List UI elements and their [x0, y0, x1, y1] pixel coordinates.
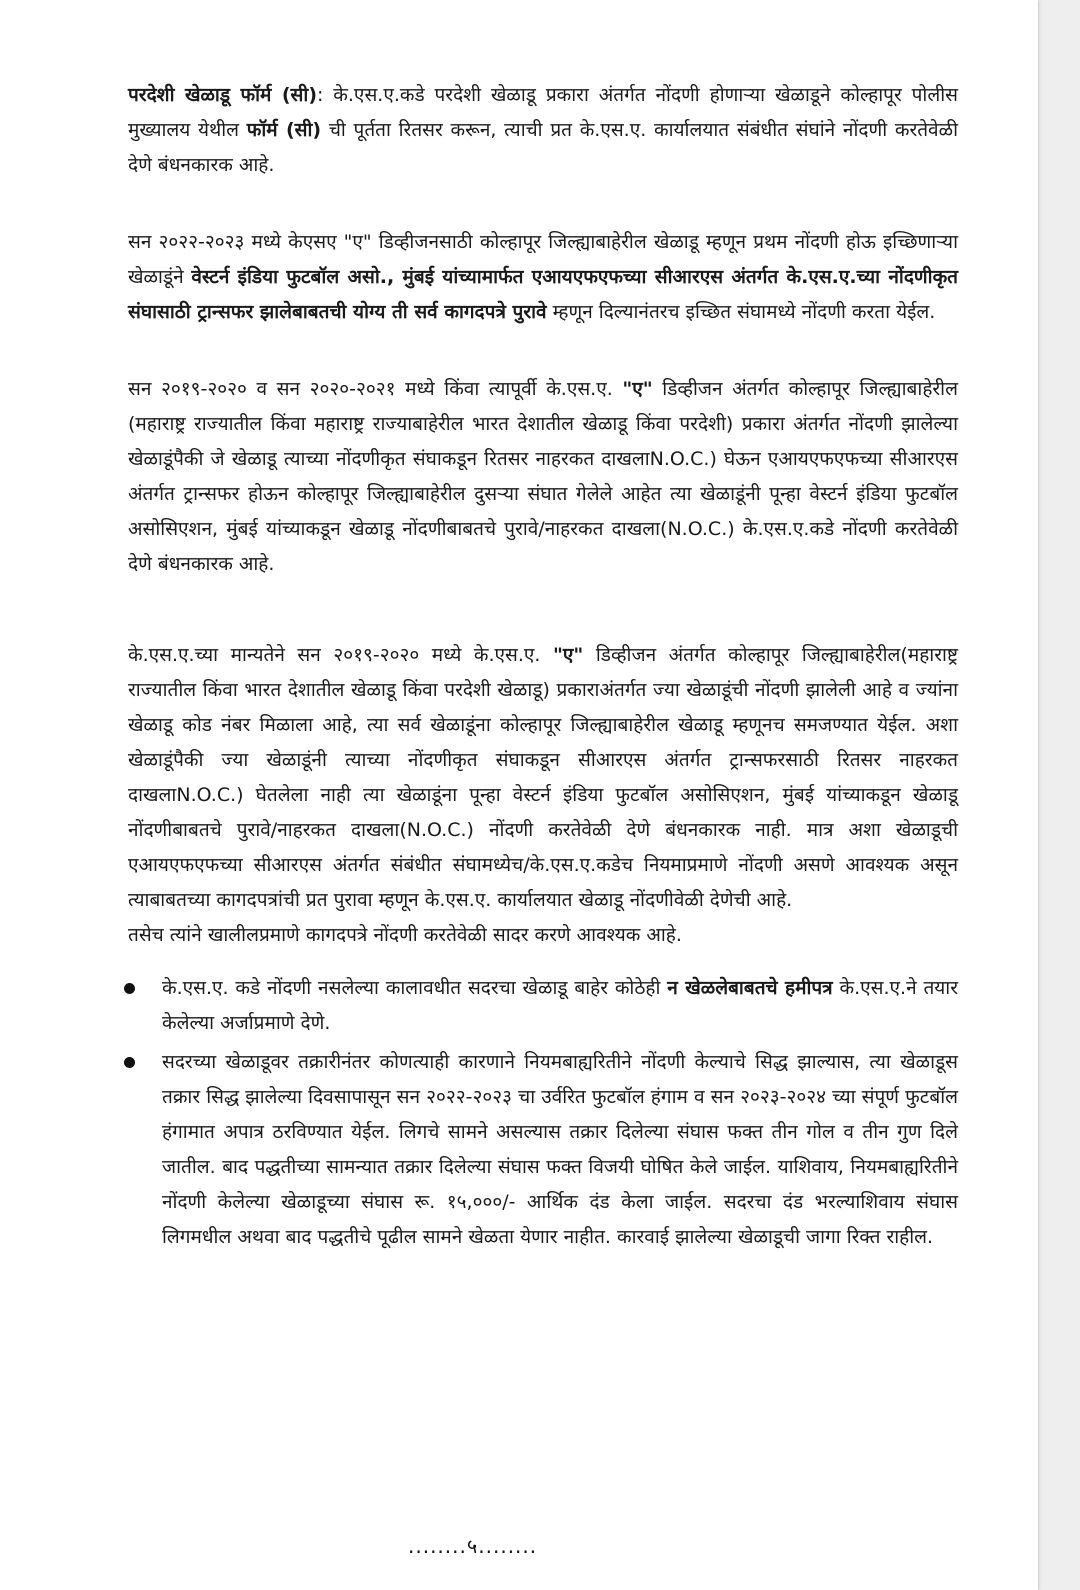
- bold-text: "ए": [622, 378, 653, 400]
- paragraph-text: डिव्हीजन अंतर्गत कोल्हापूर जिल्ह्याबाहेरील (महाराष्ट्र राज्यातील किंवा महाराष्ट्र राज्याबाहेरील भारत देशातील खेळाडू किंवा परदेशी) प्रकारा अंतर्गत नोंदणी झालेल्या खेळाडूंपैकी जे खेळाडू त्याच्या नोंदणीकृत संघाकडून रितसर नाहरकत दाखलाN.O.C.) घेऊन एआयएफएफच्या सीआरएस अंतर्गत ट्रान्सफर होऊन कोल्हापूर जिल्ह्याबाहेरील दुसऱ्या संघात गेलेले आहेत त्या खेळाडूंनी पून्हा वेस्टर्न इंडिया फुटबॉल असोसिएशन, मुंबई यांच्याकडून खेळाडू नोंदणीबाबतचे पुरावे/नाहरकत दाखला(N.O.C.) के.एस.ए.कडे नोंदणी करतेवेळी देणे बंधनकारक आहे.: [128, 378, 958, 575]
- document-body: [128, 78, 958, 1259]
- paragraph-text: : के.एस.ए.कडे परदेशी खेळाडू प्रकारा अंतर्गत नोंदणी होणाऱ्या खेळाडूने कोल्हापूर पोलीस मुख्यालय येथील: [128, 84, 958, 141]
- list-item: [128, 1045, 958, 1255]
- page-number: ........५........: [408, 1534, 538, 1558]
- list-item-text: के.एस.ए.ने तयार केलेल्या अर्जाप्रमाणे देणे.: [162, 977, 958, 1034]
- requirements-list: [128, 971, 958, 1255]
- paragraph-text: ची पूर्तता रितसर करून, त्याची प्रत के.एस.ए. कार्यालयात संबंधीत संघांने नोंदणी करतेवेळी देणे बंधनकारक आहे.: [128, 119, 958, 176]
- paragraph-text: सन २०२२-२०२३ मध्ये केएसए "ए" डिव्हीजनसाठी कोल्हापूर जिल्ह्याबाहेरील खेळाडू म्हणून प्रथम नोंदणी होऊ इच्छिणाऱ्या खेळाडूंने: [128, 231, 958, 288]
- paragraph-approved-registration: [128, 638, 958, 918]
- paragraph-foreign-player-form: [128, 78, 958, 183]
- bold-text: फॉर्म (सी): [246, 119, 322, 141]
- paragraph-previous-seasons: [128, 372, 958, 582]
- bold-text: न खेळलेबाबतचे हमीपत्र: [667, 977, 833, 999]
- paragraph-text: म्हणून दिल्यानंतरच इच्छित संघामध्ये नोंदणी करता येईल.: [546, 301, 936, 323]
- paragraph-text: के.एस.ए.च्या मान्यतेने सन २०१९-२०२० मध्ये के.एस.ए.: [128, 644, 554, 666]
- list-item: [128, 971, 958, 1041]
- paragraph-text: डिव्हीजन अंतर्गत कोल्हापूर जिल्ह्याबाहेरील(महाराष्ट्र राज्यातील किंवा भारत देशातील खेळाडू किंवा परदेशी खेळाडू) प्रकाराअंतर्गत ज्या खेळाडूंची नोंदणी झालेली आहे व ज्यांना खेळाडू कोड नंबर मिळाला आहे, त्या सर्व खेळाडूंना कोल्हापूर जिल्ह्याबाहेरील खेळाडू म्हणूनच समजण्यात येईल. अशा खेळाडूंपैकी ज्या खेळाडूंनी त्याच्या नोंदणीकृत संघाकडून सीआरएस अंतर्गत ट्रान्सफरसाठी रितसर नाहरकत दाखलाN.O.C.) घेतलेला नाही त्या खेळाडूंना पून्हा वेस्टर्न इंडिया फुटबॉल असोसिएशन, मुंबई यांच्याकडून खेळाडू नोंदणीबाबतचे पुरावे/नाहरकत दाखला(N.O.C.) नोंदणी करतेवेळी देणे बंधनकारक नाही. मात्र अशा खेळाडूची एआयएफएफच्या सीआरएस अंतर्गत संबंधीत संघामध्येच/के.एस.ए.कडेच नियमाप्रमाणे नोंदणी असणे आवश्यक असून त्याबाबतच्या कागदपत्रांची प्रत पुरावा म्हणून के.एस.ए. कार्यालयात खेळाडू नोंदणीवेळी देणेची आहे.: [128, 644, 959, 911]
- bold-text: वेस्टर्न इंडिया फुटबॉल असो., मुंबई यांच्यामार्फत एआयएफएफच्या सीआरएस अंतर्गत के.एस.ए.च्या नोंदणीकृत संघासाठी ट्रान्सफर झालेबाबतची योग्य ती सर्व कागदपत्रे पुरावे: [128, 266, 958, 323]
- bold-heading: परदेशी खेळाडू फॉर्म (सी): [128, 84, 318, 106]
- list-item-text: सदरच्या खेळाडूवर तक्रारीनंतर कोणत्याही कारणाने नियमबाह्यरितीने नोंदणी केल्याचे सिद्ध झाल्यास, त्या खेळाडूस तक्रार सिद्ध झालेल्या दिवसापासून सन २०२२-२०२३ चा उर्वरित फुटबॉल हंगाम व सन २०२३-२०२४ च्या संपूर्ण फुटबॉल हंगामात अपात्र ठरविण्यात येईल. लिगचे सामने असल्यास तक्रार दिलेल्या संघास फक्त तीन गोल व तीन गुण दिले जातील. बाद पद्धतीच्या सामन्यात तक्रार दिलेल्या संघास फक्त विजयी घोषित केले जाईल. याशिवाय, नियमबाह्यरितीने नोंदणी केलेल्या खेळाडूच्या संघास रू. १५,०००/- आर्थिक दंड केला जाईल. सदरचा दंड भरल्याशिवाय संघास लिगमधील अथवा बाद पद्धतीचे पूढील सामने खेळता येणार नाहीत. कारवाई झालेल्या खेळाडूची जागा रिक्त राहील.: [162, 1051, 958, 1248]
- paragraph-text: सन २०१९-२०२० व सन २०२०-२०२१ मध्ये किंवा त्यापूर्वी के.एस.ए.: [128, 378, 623, 400]
- bullet-icon: [124, 983, 135, 994]
- bullet-icon: [124, 1057, 135, 1068]
- paragraph-documents-required: तसेच त्यांने खालीलप्रमाणे कागदपत्रे नोंदणी करतेवेळी सादर करणे आवश्यक आहे.: [128, 924, 682, 946]
- paragraph-first-registration: [128, 225, 958, 330]
- bold-text: "ए": [553, 644, 584, 666]
- list-item-text: के.एस.ए. कडे नोंदणी नसलेल्या कालावधीत सदरचा खेळाडू बाहेर कोठेही: [162, 977, 668, 999]
